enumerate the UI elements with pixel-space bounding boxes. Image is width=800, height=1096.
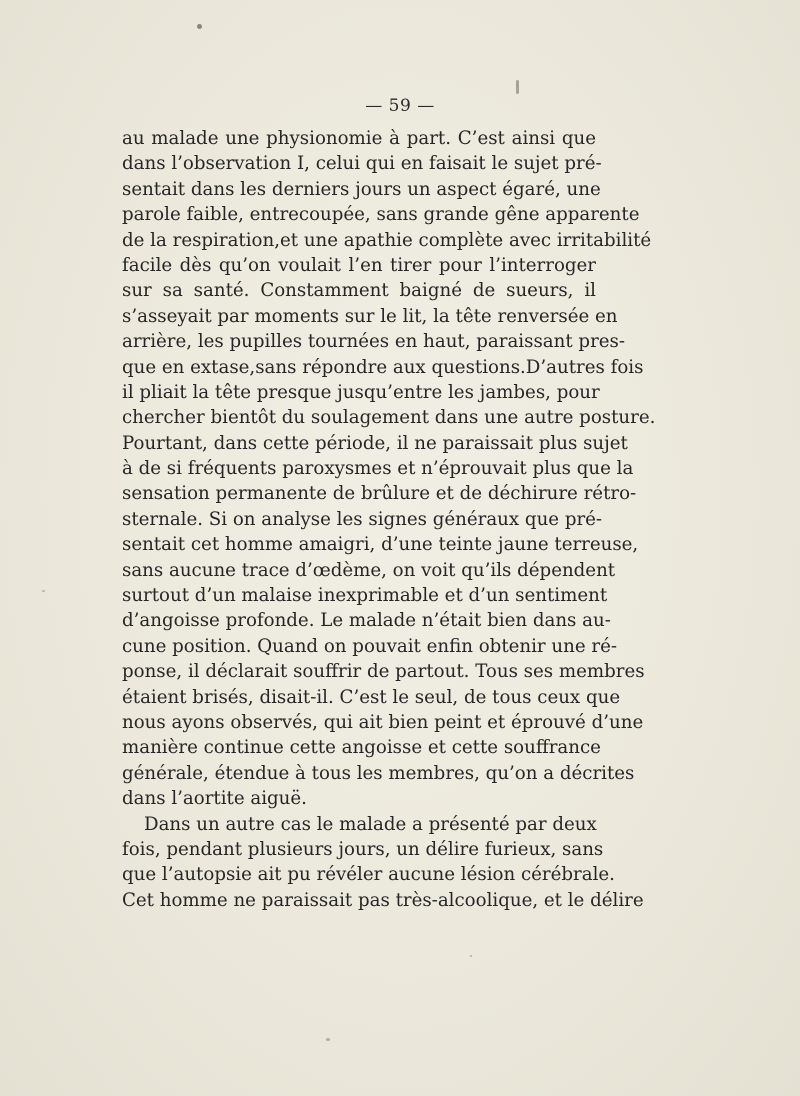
text-line: fois, pendant plusieurs jours, un délire furieux, sans bbox=[122, 838, 604, 860]
text-line: d’angoisse profonde. Le malade n’était bien dans au- bbox=[122, 610, 611, 632]
text-line: sur sa santé. Constamment baigné de sueurs, il bbox=[122, 280, 596, 302]
text-line: ponse, il déclarait souffrir de partout. Tous ses membres bbox=[122, 661, 645, 683]
paper-speck bbox=[197, 24, 202, 29]
body-text bbox=[122, 126, 656, 913]
text-line: de la respiration,et une apathie complète avec irritabilité bbox=[122, 229, 652, 251]
text-line: surtout d’un malaise inexprimable et d’un sentiment bbox=[122, 585, 608, 607]
text-line: s’asseyait par moments sur le lit, la tête renversée en bbox=[122, 305, 618, 327]
text-line: que en extase,sans répondre aux questions.D’autres fois bbox=[122, 356, 644, 378]
text-line: parole faible, entrecoupée, sans grande gêne apparente bbox=[122, 204, 640, 226]
text-line: au malade une physionomie à part. C’est ainsi que bbox=[122, 128, 596, 149]
text-line: nous ayons observés, qui ait bien peint et éprouvé d’une bbox=[122, 711, 644, 733]
text-line: Cet homme ne paraissait pas très-alcoolique, et le délire bbox=[122, 889, 644, 911]
text-line: cune position. Quand on pouvait enfin obtenir une ré- bbox=[122, 635, 617, 657]
text-line: arrière, les pupilles tournées en haut, paraissant pres- bbox=[122, 331, 626, 353]
text-line: il pliait la tête presque jusqu’entre les jambes, pour bbox=[122, 381, 600, 403]
text-line: à de si fréquents paroxysmes et n’éprouvait plus que la bbox=[122, 458, 634, 480]
paper-speck bbox=[516, 80, 519, 94]
text-line: sentait dans les derniers jours un aspect égaré, une bbox=[122, 178, 601, 200]
text-line: sentait cet homme amaigri, d’une teinte jaune terreuse, bbox=[122, 534, 639, 556]
text-line: que l’autopsie ait pu révéler aucune lésion cérébrale. bbox=[122, 864, 615, 886]
text-line: Pourtant, dans cette période, il ne paraissait plus sujet bbox=[122, 432, 628, 454]
paper-speck bbox=[326, 1038, 330, 1041]
text-line: manière continue cette angoisse et cette souffrance bbox=[122, 737, 601, 759]
text-line: sensation permanente de brûlure et de déchirure rétro- bbox=[122, 483, 637, 505]
text-line: sans aucune trace d’œdème, on voit qu’ils dépendent bbox=[122, 559, 616, 581]
paper-speck bbox=[42, 590, 45, 592]
page-number: — 59 — bbox=[365, 96, 435, 116]
paper-speck bbox=[470, 955, 472, 957]
text-line: facile dès qu’on voulait l’en tirer pour l’interroger bbox=[122, 254, 596, 276]
text-line: étaient brisés, disait-il. C’est le seul, de tous ceux que bbox=[122, 686, 621, 708]
text-line: générale, étendue à tous les membres, qu’on a décrites bbox=[122, 762, 635, 784]
text-line: sternale. Si on analyse les signes généraux que pré- bbox=[122, 508, 603, 530]
text-line: Dans un autre cas le malade a présenté par deux bbox=[144, 813, 597, 835]
text-line: dans l’aortite aiguë. bbox=[122, 788, 307, 810]
text-line: dans l’observation I, celui qui en faisait le sujet pré- bbox=[122, 153, 602, 175]
text-line: chercher bientôt du soulagement dans une autre posture. bbox=[122, 407, 656, 429]
